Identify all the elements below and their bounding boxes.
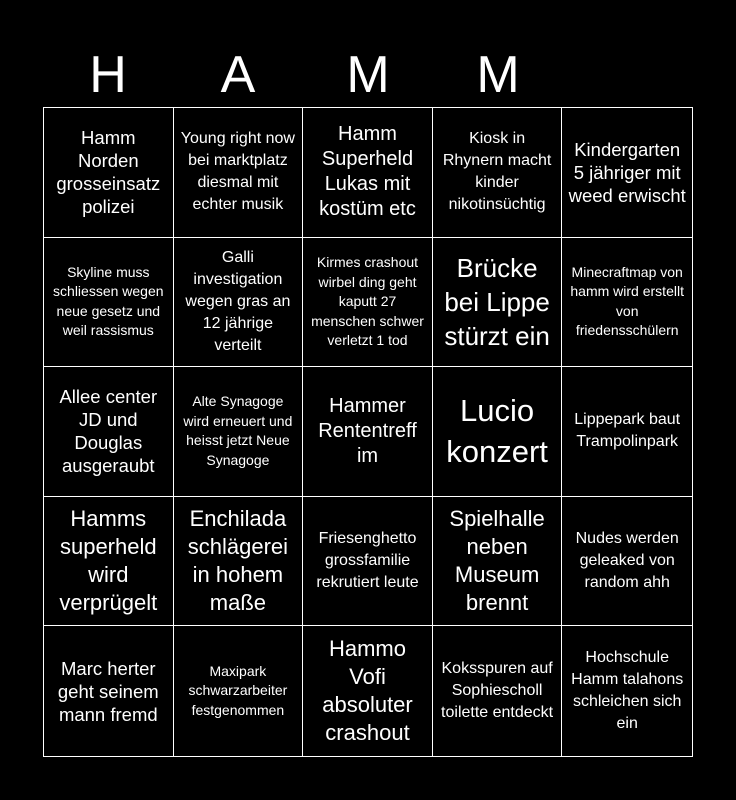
bingo-cell[interactable] [562,108,692,238]
bingo-cell[interactable] [44,238,174,368]
bingo-cell[interactable] [433,626,563,756]
bingo-cell[interactable] [44,497,174,627]
bingo-cell-text: Allee center JD und Douglas ausgeraubt [59,386,158,477]
bingo-cell[interactable] [303,367,433,497]
bingo-cell[interactable] [303,238,433,368]
bingo-cell-text: Hochschule Hamm talahons schleichen sich ein [571,649,684,733]
header-letter-1: H [89,46,127,104]
bingo-cell[interactable] [303,497,433,627]
bingo-cell-text: Spielhalle neben Museum brennt [449,506,545,616]
bingo-cell[interactable] [174,497,304,627]
bingo-cell[interactable] [174,238,304,368]
bingo-cell[interactable] [433,108,563,238]
header-letter-2: A [220,46,256,104]
bingo-cell[interactable] [44,626,174,756]
bingo-cell[interactable] [174,367,304,497]
bingo-cell-text: Hamm Superheld Lukas mit kostüm etc [319,123,416,221]
bingo-cell-text: Koksspuren auf Sophiescholl toilette entdeckt [441,660,554,722]
bingo-cell[interactable] [562,497,692,627]
bingo-cell-text: Friesenghetto grossfamilie rekrutiert leute [316,530,419,592]
bingo-cell-text: Alte Synagoge wird erneuert und heisst jetzt Neue Synagoge [183,393,293,468]
bingo-cell[interactable] [44,367,174,497]
header-letter-4: M [476,46,520,104]
bingo-cell-text: Skyline muss schliessen wegen neue gesetz und weil rassismus [53,263,164,339]
bingo-cell-text: Hamm Norden grosseinsatz polizei [56,127,161,218]
bingo-cell[interactable] [562,367,692,497]
bingo-cell[interactable] [562,238,692,368]
bingo-cell[interactable] [433,238,563,368]
bingo-cell-text: Hammer Rententreff im [318,394,417,467]
bingo-cell[interactable] [44,108,174,238]
header-letter-3: M [346,46,390,104]
bingo-cell-text: Nudes werden geleaked von random ahh [575,530,679,592]
bingo-cell-text: Lippepark baut Trampolinpark [574,411,681,451]
bingo-grid [43,107,693,757]
bingo-cell[interactable] [433,497,563,627]
bingo-cell-text: Hammo Vofi absoluter crashout [322,636,413,746]
bingo-cell[interactable] [174,108,304,238]
bingo-cell[interactable] [433,367,563,497]
bingo-cell[interactable] [562,626,692,756]
bingo-cell-text: Kindergarten 5 jähriger mit weed erwischt [568,138,686,206]
bingo-cell-text: Galli investigation wegen gras an 12 jährige verteilt [185,248,291,354]
bingo-cell[interactable] [174,626,304,756]
bingo-cell-text: Lucio konzert [446,393,548,470]
bingo-cell-text: Kiosk in Rhynern macht kinder nikotinsüchtig [442,130,552,214]
bingo-cell-text: Enchilada schlägerei in hohem maße [187,506,289,616]
bingo-cell-text: Maxipark schwarzarbeiter festgenommen [188,662,288,718]
bingo-cell-text: Brücke bei Lippe stürzt ein [444,252,550,351]
bingo-cell-text: Marc herter geht seinem mann fremd [57,657,159,725]
bingo-cell[interactable] [303,108,433,238]
bingo-cell-text: Hamms superheld wird verprügelt [59,506,158,616]
bingo-cell-text: Young right now bei marktplatz diesmal mit echter musik [180,130,295,214]
bingo-cell-text: Minecraftmap von hamm wird erstellt von friedensschülern [570,263,684,339]
bingo-cell[interactable] [303,626,433,756]
bingo-header [43,44,693,106]
bingo-cell-text: Kirmes crashout wirbel ding geht kaputt 27 menschen schwer verletzt 1 tod [311,254,424,349]
